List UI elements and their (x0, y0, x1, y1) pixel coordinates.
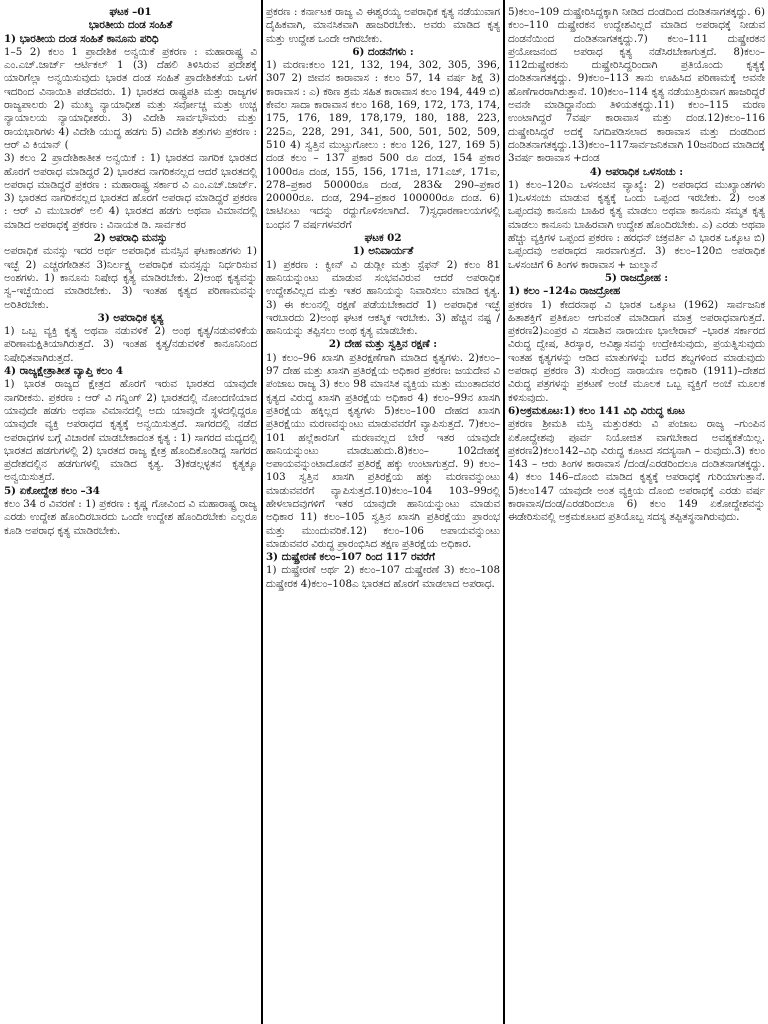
section-heading: 5) ಏಕೋದ್ದೇಶ ಕಲಂ –34 (4, 484, 100, 497)
paragraph: 3) ಕಲಂ 2 ಪ್ರಾದೇಶಿಕಾತೀತ ಅನ್ವಯಿಕೆ : 1) ಭಾರತದ ನಾಗರಿಕ ಭಾರತದ ಹೊರಗೆ ಅಪರಾಧ ಮಾಡಿದ್ದರೆ 2) ಭಾರತದ ನಾಗರಿಕನಲ್ಲದ ಆದರೆ ಭಾರತದಲ್ಲಿ ಅಪರಾಧ ಮಾಡಿದ್ದರೆ ಪ್ರಕರಣ : ಮಹಾರಾಷ್ಟ್ರ ಸರ್ಕಾರ ವಿ ಎಂ.ಎಚ್.ಜಾರ್ಜ್. 3) ಭಾರತದ ನಾಗರಿಕನಲ್ಲದ ಭಾರತದ ಹೊರಗೆ ಅಪರಾಧ ಮಾಡಿದ್ದರೆ ಪ್ರಕರಣ : ಆರ್ ವಿ ಮುಬಾರಕ್ ಅಲಿ 4) ಭಾರತದ ಹಡಗು ಅಥವಾ ವಿಮಾನದಲ್ಲಿ ಮಾಡಿದ ಅಪರಾಧಕ್ಕೆ ಪ್ರಕರಣ : ವಿನಾಯಕ ಡಿ. ಸಾರ್ವಕರ (4, 152, 257, 231)
section-heading: 1) ಕಲಂ –124ಎ ರಾಜದ್ರೋಹ (508, 285, 621, 298)
column-divider-right (503, 0, 505, 1024)
paragraph: 1) ಭಾರತ ರಾಜ್ಯದ ಕ್ಷೇತ್ರದ ಹೊರಗೆ ಇರುವ ಭಾರತದ ಯಾವುದೇ ನಾಗರೀಕನು. ಪ್ರಕರಣ : ಆರ್ ವಿ ಗನ್ನಿಂಗ್ 2) ಭಾರತದಲ್ಲಿ ನೋಂದಣಿಯಾದ ಯಾವುದೇ ಹಡಗು ಅಥವಾ ವಿಮಾನದಲ್ಲಿ ಅದು ಯಾವುದೇ ಸ್ಥಳದಲ್ಲಿದ್ದರೂ ಯಾವುದೇ ವ್ಯಕ್ತಿ ಅಪರಾಧದ ಕೃತ್ಯಕ್ಕೆ ಅನ್ವಯಿಸುತ್ತದೆ. ಸಾಗರದಲ್ಲಿ ನಡೆದ ಅಪರಾಧಗಳ ಬಗ್ಗೆ ವಿಚಾರಣೆ ಮಾಡಬೇಕಾದಂತ ಕೃತ್ಯ : 1) ಸಾಗರದ ಮಧ್ಯದಲ್ಲಿ ಭಾರತದ ಹಡಗುಗಳಲ್ಲಿ 2) ಭಾರತದ ರಾಜ್ಯ ಕ್ಷೇತ್ರ ಹೊಂದಿಕೊಂಡಿದ್ದ ಸಾಗರದ ಪ್ರದೇಶದಲ್ಲಿನ ಹಡಗುಗಳಲ್ಲಿ ಮಾಡಿದ ಕೃತ್ಯ. 3)ಕಡಲ್ಗಳ್ಳತನ ಕೃತ್ಯಕ್ಕೂ ಅನ್ವಯಿಸುತ್ತದೆ. (4, 378, 257, 484)
paragraph: ಪ್ರಕರಣ 1) ಕೇದರನಾಥ ವಿ ಭಾರತ ಒಕ್ಕೂಟ (1962) ಸಾರ್ವಜನಿಕ ಹಿತಾಶಕ್ತಿಗೆ ಪ್ರತಿಕೂಲ ಆಗುವಂತೆ ಮಾಡಿದಾಗ ಮಾತ್ರ ಅಪರಾಧವಾಗುತ್ತದೆ. ಪ್ರಕರಣ2)ಎಂಪ್ರರ ವಿ ಸದಾಶಿವ ನಾರಾಯಣ ಭಾಲೇರಾವ್ –ಭಾರತ ಸರ್ಕಾರದ ವಿರುದ್ಧ ದ್ವೇಷ, ತಿರಸ್ಕಾರ, ಅವಿಶ್ವಾಸವನ್ನು ಉದ್ರೇಕಿಸುವುದು, ಪ್ರಯತ್ನಿಸುವುದು ಇಂತಹ ಕೃತ್ಯಗಳನ್ನು ಆಡಿದ ಮಾತುಗಳನ್ನು ಬರೆದ ಶಬ್ದಗಳಿಂದ ಮಾಡುವುದು ಅಪರಾಧ ಪ್ರಕರಣ 3) ಸುರೇಂದ್ರ ನಾರಾಯಣ ಅಧಿಕಾರಿ (1911)–ದೇಶದ ವಿರುದ್ಧ ಪತ್ರಗಳನ್ನು ಪ್ರಕಟಣೆ ಅಂಚೆ ಮೂಲಕ ಒಬ್ಬ ವ್ಯಕ್ತಿಗೆ ಅಂಚೆ ಮೂಲಕ ಕಳಿಸುವುದು. (508, 298, 765, 404)
column-middle (266, 6, 500, 1020)
section-heading: 3) ಅಪರಾಧಿಕ ಕೃತ್ಯ (97, 311, 164, 324)
section-heading: ಘಟಕ 02 (364, 232, 402, 245)
paragraph: ಪ್ರಕರಣ ಶ್ರೀಮತಿ ಮಸ್ತಿ ಮತ್ತುರತರು ವಿ ಪಂಜಾಬ ರಾಜ್ಯ –ಗುಂಪಿನ ಏಕೋದ್ದೇಶವು ಪೂರ್ವ ನಿಯೋಜಿತ ವಾಗಬೇಕಾದ ಅವಶ್ಯಕತೆಯಿಲ್ಲ. ಪ್ರಕರಣ2)ಕಲಂ142–ವಿಧಿ ವಿರುದ್ಧ ಕೂಟದ ಸದಸ್ಯನಾಗಿ – ರುವುದು.3) ಕಲಂ 143 – ಆರು ತಿಂಗಳ ಕಾರಾವಾಸ /ದಂಡ/ಎರಡರಿಂದಲೂ ದಂಡಿತನಾಗತಕ್ಕದ್ದು. 4) ಕಲಂ 146–ದೊಂಬಿ ಮಾಡಿದ ಕೃತ್ಯಕ್ಕೆ ಅಪರಾಧಕ್ಕೆ ಗುರಿಯಾಗುತ್ತಾನೆ. 5)ಕಲಂ147 ಯಾವುದೇ ಅಂತ ವ್ಯಕ್ತಿಯ ದೊಂಬಿ ಅಪರಾಧಕ್ಕೆ ಎರಡು ವರ್ಷ ಕಾರಾವಾಸ/ದಂಡ/ಎರಡರಿಂದಲೂ 6) ಕಲಂ 149 ಏಕೋದ್ದೇಶವನ್ನು ಈಡೇರಿಸುವಲ್ಲಿ ಅಕ್ರಮಕೂಟದ ಪ್ರತಿಯೊಬ್ಬ ಸದಸ್ಯ ತಪ್ಪಿತಸ್ಥನಾಗಿರುವುದು. (508, 418, 765, 524)
section-heading: 2) ದೇಹ ಮತ್ತು ಸ್ವತ್ತಿನ ರಕ್ಷಣೆ : (328, 338, 438, 351)
paragraph: 1–5 2) ಕಲಂ 1 ಪ್ರಾದೇಶಿಕ ಅನ್ವಯಿಕೆ ಪ್ರಕರಣ : ಮಹಾರಾಷ್ಟ್ರ ವಿ ಎಂ.ಎಚ್.ಜಾರ್ಜ್ ಆರ್ಟಿಕಲ್ 1 (3) ದೆಹಲಿ ತಿಳಿಸಿರುವ ಪ್ರದೇಶಕ್ಕೆ ಯಾರಿಗೆಲ್ಲಾ ಅನ್ವಯಿಸುವುದು ಭಾರತ ದಂಡ ಸಂಹಿತೆ ಪ್ರಾದೇಶಿಕತೆಯ ಒಳಗೆ ಇದರಿಂದ ವಿನಾಯಿತಿ ಪಡೆದವರು. 1) ಭಾರತದ ರಾಷ್ಟ್ರಪತಿ ಮತ್ತು ರಾಜ್ಯಗಳ ರಾಜ್ಯಪಾಲರು 2) ಮುಖ್ಯ ನ್ಯಾಯಾಧೀಶ ಮತ್ತು ಸರ್ವೋಚ್ಚ ಮತ್ತು ಉಚ್ಚ ನ್ಯಾಯಾಲಯ ನ್ಯಾಯಾಧೀಶರು. 3) ವಿದೇಶಿ ಸಾರ್ವಭೌಮರು ಮತ್ತು ರಾಯಭಾರಿಗಳು 4) ವಿದೇಶಿ ಯುದ್ಧ ಹಡಗು 5) ವಿದೇಶಿ ಶತ್ರುಗಳು ಪ್ರಕರಣ : ಆರ್ ವಿ ಕಿಯಾನ್ ( (4, 45, 257, 151)
section-heading: 4) ಅಪರಾಧಿಕ ಒಳಸಂಚು : (589, 165, 684, 178)
section-heading: ಘಟಕ –01 (109, 6, 152, 18)
paragraph: 5)ಕಲಂ–109 ದುಷ್ಪ್ರೇರಿಸಿದ್ದಕ್ಕಾಗಿ ನೀಡಿದ ದಂಡದಿಂದ ದಂಡಿತನಾಗತಕ್ಕದ್ದು. 6) ಕಲಂ–110 ದುಷ್ಪ್ರೇರಕನ ಉದ್ದೇಶವಿಲ್ಲದೆ ಮಾಡಿದ ಅಪರಾಧಕ್ಕೆ ನೀಡುವ ದಂಡನೆಯಿಂದ ದಂಡಿತನಾಗತಕ್ಕದ್ದು.7) ಕಲಂ–111 ದುಷ್ಪ್ರೇರಕನ ಪ್ರಯೋಜನಂದ ಅಪರಾಧ ಕೃತ್ಯ ನಡೆಸಿರಬೇಕಾಗುತ್ತದೆ. 8)ಕಲಂ–112ದುಷ್ಪ್ರೇರಕನು ದುಷ್ಪ್ರೇರಿಸಿದ್ದರಿಂದಾಗಿ ಪ್ರತಿಯೊಂದು ಕೃತ್ಯಕ್ಕೆ ದಂಡಿತನಾಗತಕ್ಕದ್ದು. 9)ಕಲಂ–113 ತಾನು ಊಹಿಸಿದ ಪರಿಣಾಮಕ್ಕೆ ಅವನೇ ಹೊಣೆಗಾರರಾಗಿರುತ್ತಾನೆ. 10)ಕಲಂ–114 ಕೃತ್ಯ ನಡೆಯುತ್ತಿರುವಾಗ ಹಾಜರಿದ್ದರೆ ಅವನೇ ಮಾಡಿದ್ದಾನೆಂದು ತಿಳಿಯತಕ್ಕದ್ದು.11) ಕಲಂ–115 ಮರಣ ಉಂಟಾಗಿದ್ದರೆ 7ವರ್ಷ ಕಾರಾವಾಸ ಮತ್ತು ದಂಡ.12)ಕಲಂ–116 ದುಷ್ಪ್ರೇರಿಸಿದ್ದರೆ ಅದಕ್ಕೆ ನಿಗದಿಪಡಿಸಲಾದ ಕಾರಾವಾಸ ಮತ್ತು ದಂಡದಿಂದ ದಂಡಿತನಾಗತಕ್ಕದ್ದು.13)ಕಲಂ–117ಸಾರ್ವಜನಿಕವಾಗಿ 10ಜನರಿಂದ ಮಾಡಿದಕ್ಕೆ 3ವರ್ಷ ಕಾರಾವಾಸ +ದಂಡ (508, 6, 765, 165)
section-heading: 2) ಅಪರಾಧಿ ಮನಸ್ಸು (93, 232, 168, 245)
paragraph: 1) ಒಬ್ಬ ವ್ಯಕ್ತಿ ಕೃತ್ಯ ಅಥವಾ ನಡುವಳಿಕೆ 2) ಅಂಥ ಕೃತ್ಯ/ನಡುವಳಿಕೆಯ ಪರಿಣಾಮಕ್ಷಿತಿಯಾಗಿರುತ್ತದೆ. 3) ಇಂತಹ ಕೃತ್ಯ/ನಡುವಳಿಕೆ ಕಾನೂನಿನಿಂದ ನಿಷೇಧಿತವಾಗಿರುತ್ತದೆ. (4, 325, 257, 364)
section-heading: ಭಾರತೀಯ ದಂಡ ಸಂಹಿತೆ (88, 19, 173, 32)
column-right (508, 6, 765, 1020)
section-heading: 5) ರಾಜದ್ರೋಹ : (604, 271, 669, 284)
section-heading: 1) ಅನಿವಾರ್ಯತೆ (352, 245, 414, 258)
paragraph: 1) ಪ್ರಕರಣ : ಕ್ವೀನ್ ವಿ ಡುಡ್ಲೀ ಮತ್ತು ಸ್ಟೆಫನ್ 2) ಕಲಂ 81 ಹಾನಿಯನ್ನುಂಟು ಮಾಡುವ ಸಂಭವವಿರುವ ಆದರೆ ಅಪರಾಧಿಕ ಉದ್ದೇಶವಿಲ್ಲದ ಮತ್ತು ಇತರ ಹಾನಿಯನ್ನು ನಿವಾರಿಸಲು ಮಾಡಿದ ಕೃತ್ಯ. 3) ಈ ಕಲಂನಲ್ಲಿ ರಕ್ಷಣೆ ಪಡೆಯಬೇಕಾದರೆ 1) ಅಪರಾಧಿಕ ಇಚ್ಛೆ ಇರಬಾರದು 2)ಅಂಥ ಘಟಕ ಆಕಸ್ಮಿಕ ಇರಬೇಕು. 3) ಹೆಚ್ಚಿನ ನಷ್ಟ / ಹಾನಿಯನ್ನು ತಪ್ಪಿಸಲು ಅಂಥ ಕೃತ್ಯ ಮಾಡಬೇಕು. (266, 258, 500, 338)
paragraph: 1) ಮರಣ:ಕಲಂ 121, 132, 194, 302, 305, 396, 307 2) ಜೀವನ ಕಾರಾವಾಸ : ಕಲಂ 57, 14 ವರ್ಷ ಶಿಕ್ಷೆ 3) ಕಾರಾವಾಸ : ಎ) ಕಠಿಣ ಶ್ರಮ ಸಹಿತ ಕಾರಾವಾಸ ಕಲಂ 194, 449 ಬಿ) ಕೇವಲ ಸಾದಾ ಕಾರಾವಾಸ ಕಲಂ 168, 169, 172, 173, 174, 175, 176, 189, 178,179, 180, 188, 223, 225ಎ, 228, 291, 341, 500, 501, 502, 509, 510 4) ಸ್ವತ್ತಿನ ಮುಟ್ಟುಗೋಲು : ಕಲಂ 126, 127, 169 5) ದಂಡ ಕಲಂ – 137 ಪ್ರಕಾರ 500 ರೂ ದಂಡ, 154 ಪ್ರಕಾರ 1000ರೂ ದಂಡ, 155, 156, 171ಜಿ, 171ಎಚ್, 171ಐ, 278–ಪ್ರಕಾರ 50000ರೂ ದಂಡ, 283& 290–ಪ್ರಕಾರ 20000ರೂ. ದಂಡ, 294–ಪ್ರಕಾರ 100000ರೂ ದಂಡ. 6) ಚಾಟಿಏಟು ಇದನ್ನು ರದ್ದುಗೊಳಿಸಲಾಗಿದೆ. 7)ಸ್ವಧಾರಣಾಲಯಗಳಲ್ಲಿ ಬಂಧನ 7 ವರ್ಷಗಳವರೆಗೆ (266, 59, 500, 231)
section-heading: 3) ದುಷ್ಪ್ರೇರಣೆ ಕಲಂ–107 ರಿಂದ 117 ರವರೆಗೆ (266, 551, 435, 564)
column-divider-left (261, 0, 263, 1024)
section-heading: 6) ದಂಡನೆಗಳು : (352, 45, 414, 58)
column-left (4, 6, 257, 1020)
section-heading: 1) ಭಾರತೀಯ ದಂಡ ಸಂಹಿತೆ ಕಾನೂನು ಪರಿಧಿ (4, 32, 159, 45)
paragraph: 1) ಕಲಂ–96 ಖಾಸಗಿ ಪ್ರತಿರಕ್ಷಣೆಗಾಗಿ ಮಾಡಿದ ಕೃತ್ಯಗಳು. 2)ಕಲಂ–97 ದೇಹ ಮತ್ತು ಖಾಸಗಿ ಪ್ರತಿರಕ್ಷೆಯ ಅಧಿಕಾರ ಪ್ರಕರಣ: ಜಯದೇವ ವಿ ಪಂಜಾಬ ರಾಜ್ಯ 3) ಕಲಂ 98 ಮಾನಸಿಕ ವ್ಯಕ್ತಿಯ ಮತ್ತು ಮುಂತಾದವರ ಕೃತ್ಯದ ವಿರುದ್ಧ ಖಾಸಗಿ ಪ್ರತಿರಕ್ಷೆಯ ಅಧಿಕಾರ 4) ಕಲಂ–99ನ ಖಾಸಗಿ ಪ್ರತಿರಕ್ಷೆಯ ಹಕ್ಕಿಲ್ಲದ ಕೃತ್ಯಗಳು 5)ಕಲಂ–100 ದೇಹದ ಖಾಸಗಿ ಪ್ರತಿರಕ್ಷೆಯು ಮರಣವನ್ನುಂಟು ಮಾಡುವವರೆಗೆ ವ್ಯಾಪಿಸುತ್ತದೆ. 7)ಕಲಂ– 101 ಹಲ್ಲೆಕಾರನಿಗೆ ಮರಣವಲ್ಲದ ಬೇರೆ ಇತರ ಯಾವುದೇ ಹಾನಿಯನ್ನುಂಟು ಮಾಡಬಹುದು.8)ಕಲಂ– 102ದೇಹಕ್ಕೆ ಅಪಾಯವನ್ನುಂಟಾದೊಡನೆ ಪ್ರತಿರಕ್ಷೆ ಹಕ್ಕು ಉಂಟಾಗುತ್ತದೆ. 9) ಕಲಂ–103 ಸ್ವತ್ತಿನ ಖಾಸಗಿ ಪ್ರತಿರಕ್ಷೆಯ ಹಕ್ಕು ಮರಣವನ್ನುಂಟು ಮಾಡುವವರೆಗೆ ವ್ಯಾಪಿಸುತ್ತದೆ.10)ಕಲಂ–104 103–99ರಲ್ಲಿ ಹೇಳಲಾದವುಗಳಿಗೆ ಇತರ ಯಾವುದೇ ಹಾನಿಯನ್ನುಂಟು ಮಾಡುವ ಅಧಿಕಾರ 11) ಕಲಂ–105 ಸ್ವತ್ತಿನ ಖಾಸಗಿ ಪ್ರತಿರಕ್ಷೆಯು ಪ್ರಾರಂಭ ಮತ್ತು ಮುಂದುವರಿಕೆ.12) ಕಲಂ–106 ಅಪಾಯವನ್ನುಂಟು ಮಾಡುವವರ ವಿರುದ್ಧ ಪ್ರಾರಂಭಿಸಿದ ತಕ್ಷಣ ಪ್ರತಿರಕ್ಷೆಯ ಅಧಿಕಾರ. (266, 351, 500, 550)
paragraph: ಪ್ರಕರಣ : ಕರ್ನಾಟಕ ರಾಜ್ಯ ವಿ ಈಶ್ವರಯ್ಯ ಅಪರಾಧಿಕ ಕೃತ್ಯ ನಡೆಯುವಾಗ ದೈಹಿಕವಾಗಿ, ಮಾನಸಿಕವಾಗಿ ಹಾಜರಿರಬೇಕು. ಅವರು ಮಾಡಿದ ಕೃತ್ಯ ಮತ್ತು ಉದ್ದೇಶ ಒಂದೇ ಆಗಿರಬೇಕು. (266, 6, 500, 45)
section-heading: 4) ರಾಜ್ಯಕ್ಷೇತ್ರಾತೀತ ವ್ಯಾಪ್ತಿ ಕಲಂ 4 (4, 365, 124, 378)
paragraph: 1) ದುಷ್ಪ್ರೇರಣೆ ಅರ್ಥ 2) ಕಲಂ–107 ದುಷ್ಪ್ರೇರಣೆ 3) ಕಲಂ–108 ದುಷ್ಪ್ರೇರಕ 4)ಕಲಂ–108ಎ ಭಾರತದ ಹೊರಗೆ ಮಾಡಲಾದ ಅಪರಾಧ. (266, 564, 500, 590)
paragraph: ಅಪರಾಧಿಕ ಮನಸ್ಸು ಇದರ ಅರ್ಥ ಅಪರಾಧಿಕ ಮನಸ್ಸಿನ ಘಟಕಾಂಶಗಳು 1) ಇಚ್ಛೆ 2) ಎಚ್ಚರಗೇಡಿತನ 3)ನಿರ್ಲಕ್ಷ್ಯ ಅಪರಾಧಿಕ ಮನಸ್ಸನ್ನು ನಿರ್ಧರಿಸುವ ಅಂಶಗಳು. 1) ಕಾನೂನು ನಿಷೇಧ ಕೃತ್ಯ ಮಾಡಿರಬೇಕು. 2)ಆಂಥ ಕೃತ್ಯವನ್ನು ಸ್ವ–ಇಚ್ಛೆಯಿಂದ ಮಾಡಿರಬೇಕು. 3) ಇಂತಹ ಕೃತ್ಯದ ಪರಿಣಾಮವನ್ನು ಅರಿತಿರಬೇಕು. (4, 245, 257, 311)
paragraph: ಕಲಂ 34 ರ ವಿವರಣೆ : 1) ಪ್ರಕರಣ : ಕೃಷ್ಣ ಗೋವಿಂದ ವಿ ಮಹಾರಾಷ್ಟ್ರ ರಾಜ್ಯ ಎರಡು ಉದ್ದೇಶ ಹೊಂದಿರಬಾರದು ಒಂದೇ ಉದ್ದೇಶ ಹೊಂದಿರಬೇಕು ಎಲ್ಲರೂ ಕೂಡಿ ಅಪರಾಧ ಕೃತ್ಯ ಮಾಡಿರಬೇಕು. (4, 497, 257, 537)
paragraph: 1) ಕಲಂ–120ಎ ಒಳಸಂಚಿನ ವ್ಯಾಖ್ಯೆ: 2) ಅಪರಾಧದ ಮುಖ್ಯಾಂಶಗಳು 1)ಒಳಸಂಚು ಮಾಡುವ ಕೃತ್ಯಕ್ಕೆ ಒಂದು ಒಪ್ಪಂದ ಇರಬೇಕು. 2) ಅಂತ ಒಪ್ಪಂದವು ಕಾನೂನು ಬಾಹಿರ ಕೃತ್ಯ ಮಾಡಲು ಅಥವಾ ಕಾನೂನು ಸಮ್ಮತ ಕೃತ್ಯ ಮಾಡಲು ಕಾನೂನು ಬಾಹಿರವಾಗಿ ಉದ್ದೇಶ ಹೊಂದಿರಬೇಕು. ಎ) ಎರಡು ಅಥವಾ ಹೆಚ್ಚು ವ್ಯಕ್ತಿಗಳ ಒಪ್ಪಂದ ಪ್ರಕರಣ : ಹರಧನ್ ಚಕ್ರವರ್ತಿ ವಿ ಭಾರತ ಒಕ್ಕೂಟ ಬಿ) ಒಪ್ಪಂದವು ಅಪರಾಧದ ಸಾರವಾಗುತ್ತದೆ. 3) ಕಲಂ–120ಬಿ ಅಪರಾಧಿಕ ಒಳಸಂಚಿಗೆ 6 ತಿಂಗಳ ಕಾರಾವಾಸ + ಜುಲ್ಮಾನೆ (508, 178, 765, 271)
section-heading: 6)ಅಕ್ರಮಕೂಟ:1) ಕಲಂ 141 ವಿಧಿ ವಿರುದ್ಧ ಕೂಟ (508, 404, 685, 417)
